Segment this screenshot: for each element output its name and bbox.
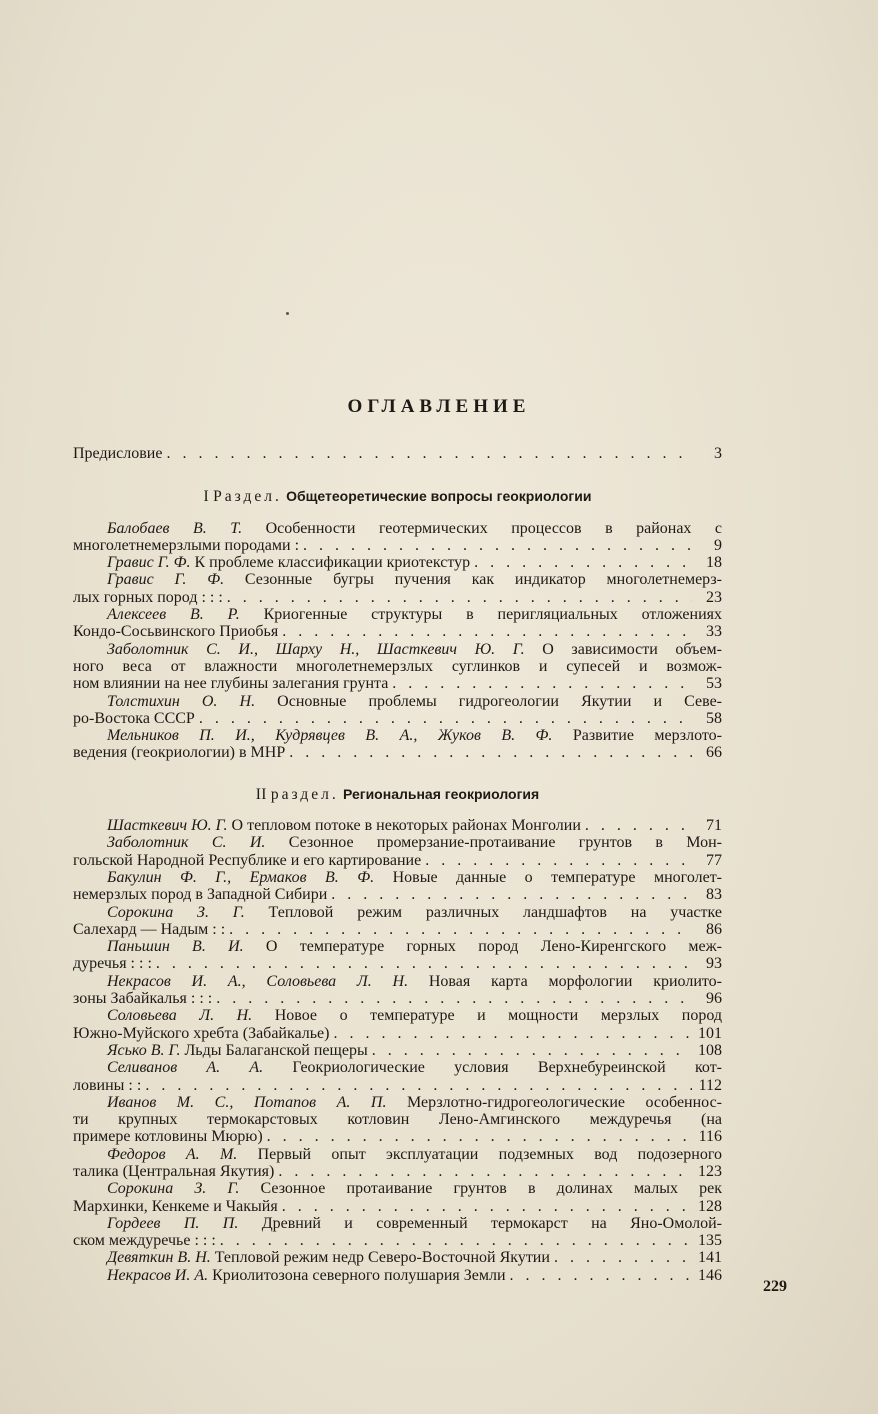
leader-dots	[229, 921, 692, 938]
entry-line	[73, 852, 722, 869]
entry-line	[73, 710, 722, 727]
entry-page: 18	[706, 554, 722, 572]
section-name: Общетеоретические вопросы геокриологии	[286, 488, 592, 505]
entry-text	[107, 1267, 506, 1284]
entry-title-line: лых горных пород : : :	[73, 588, 223, 606]
entry-line	[73, 904, 722, 921]
entry-line	[73, 869, 722, 886]
entry-line	[73, 537, 722, 554]
entry-title-line: Новая карта морфологии криолито-	[428, 972, 722, 990]
entry-authors: Балобаев В. Т.	[107, 519, 243, 537]
entry-page: 123	[698, 1162, 722, 1180]
entry-line	[73, 1077, 722, 1094]
toc-entry[interactable]	[73, 904, 722, 939]
entry-authors: Сорокина З. Г.	[107, 1180, 240, 1198]
entry-page: 146	[698, 1266, 722, 1284]
entry-line	[73, 1198, 722, 1215]
preface-page: 3	[714, 445, 722, 462]
entry-title-line: О зависимости объем-	[542, 640, 722, 658]
entry-text	[73, 710, 195, 727]
page-number: 229	[763, 1278, 787, 1295]
entry-text	[107, 904, 722, 921]
entry-line	[73, 1249, 722, 1266]
entry-line	[73, 658, 722, 675]
entry-line	[73, 1215, 722, 1232]
entry-text	[73, 658, 722, 675]
entry-line	[73, 1059, 722, 1076]
entry-title-line: зоны Забайкалья : : :	[73, 990, 213, 1008]
toc-entry[interactable]	[73, 1215, 722, 1250]
section-numeral: I	[203, 488, 209, 506]
entry-line	[73, 571, 722, 588]
entry-page: 101	[698, 1024, 722, 1042]
entry-authors: Ясько В. Г.	[107, 1041, 181, 1059]
toc-entry[interactable]	[73, 1042, 722, 1059]
entry-authors: Заболотник С. И., Шарху Н., Шасткевич Ю. Г.	[107, 640, 525, 658]
entry-title-line: Сезонное протаивание грунтов в долинах малых рек	[260, 1180, 723, 1198]
entry-line	[73, 1042, 722, 1059]
toc-entry[interactable]	[73, 869, 722, 904]
entry-line	[73, 554, 722, 571]
leader-dots	[333, 1025, 692, 1042]
entry-page: 135	[698, 1232, 722, 1250]
entry-title-line: Новые данные о температуре многолет-	[392, 868, 723, 886]
leader-dots	[331, 886, 692, 903]
leader-dots	[227, 589, 692, 606]
entry-authors: Соловьева Л. Н.	[107, 1007, 253, 1025]
leader-dots	[216, 990, 692, 1007]
entry-title-line: Кондо-Сосьвинского Приобья	[73, 623, 279, 641]
entry-title-line: Льды Балаганской пещеры	[184, 1041, 368, 1059]
toc-entry[interactable]	[73, 817, 722, 834]
toc-entry[interactable]	[73, 938, 722, 973]
entry-page: 141	[698, 1249, 722, 1267]
entry-line	[73, 1180, 722, 1197]
entry-line	[73, 1267, 722, 1284]
entry-text	[107, 606, 722, 623]
entry-page: 9	[714, 536, 722, 554]
entry-text	[107, 1215, 722, 1232]
entry-title-line: дуречья : : :	[73, 955, 152, 973]
entry-authors: Заболотник С. И.	[107, 834, 266, 852]
leader-dots	[474, 554, 692, 571]
entry-title-line: ведения (геокриологии) в МНР	[73, 744, 286, 762]
entry-line	[73, 938, 722, 955]
entry-page: 112	[698, 1076, 722, 1094]
entry-text	[73, 1025, 329, 1042]
entry-authors: Селиванов А. А.	[107, 1059, 264, 1077]
preface-label: Предисловие	[73, 445, 163, 462]
entry-text	[107, 869, 722, 886]
entry-text	[73, 1198, 278, 1215]
entry-title-line: Тепловой режим недр Северо-Восточной Якутии	[214, 1249, 550, 1267]
toc-entry[interactable]	[73, 606, 722, 641]
leader-dots	[392, 675, 692, 692]
leader-dots	[303, 537, 692, 554]
entry-title-line: О температуре горных пород Лено-Киренгского меж-	[265, 938, 722, 956]
entry-page: 86	[706, 920, 722, 938]
entry-authors: Некрасов И. А., Соловьева Л. Н.	[107, 972, 409, 990]
entry-text	[73, 1077, 141, 1094]
entry-text	[107, 1180, 722, 1197]
entry-title-line: ловины : :	[73, 1076, 142, 1094]
entry-title-line: Мархинки, Кенкеме и Чакыйя	[73, 1197, 278, 1215]
entry-text	[107, 693, 722, 710]
entry-text	[73, 589, 223, 606]
toc-entry[interactable]	[73, 1059, 722, 1094]
toc-entry[interactable]	[73, 641, 722, 693]
entry-text	[107, 641, 722, 658]
entry-title-line: ном влиянии на нее глубины залегания грунта	[73, 675, 389, 693]
entry-line	[73, 693, 722, 710]
entry-text	[107, 938, 722, 955]
entry-authors: Гравис Г. Ф.	[107, 571, 225, 589]
table-of-contents	[73, 445, 722, 1284]
entry-page: 66	[706, 744, 722, 762]
section-word: раздел.	[270, 785, 339, 803]
entry-title-line: Мерзлотно-гидрогеологические особеннос-	[407, 1093, 722, 1111]
entry-text	[73, 744, 285, 761]
entry-title-line: талика (Центральная Якутия)	[73, 1162, 275, 1180]
entry-page: 23	[706, 588, 722, 606]
entry-text	[107, 727, 722, 744]
entry-authors: Шасткевич Ю. Г.	[107, 817, 228, 835]
entry-line	[73, 623, 722, 640]
entry-line	[73, 973, 722, 990]
toc-entry[interactable]	[73, 1007, 722, 1042]
entry-text	[107, 571, 722, 588]
entry-line	[73, 727, 722, 744]
entry-title-line: Салехард — Надым : :	[73, 920, 226, 938]
preface-entry[interactable]	[73, 445, 722, 462]
section-word: Раздел.	[213, 488, 282, 506]
entry-title-line: К проблеме классификации криотекстур	[194, 554, 471, 572]
entry-text	[107, 1007, 722, 1024]
entry-line	[73, 955, 722, 972]
entry-text	[107, 1146, 722, 1163]
entry-title-line: Тепловой режим различных ландшафтов на участке	[268, 903, 723, 921]
leader-dots	[282, 1198, 692, 1215]
entry-line	[73, 1146, 722, 1163]
entry-line	[73, 990, 722, 1007]
leader-dots	[166, 445, 692, 462]
entry-page: 83	[706, 886, 722, 904]
toc-entry[interactable]	[73, 1249, 722, 1266]
toc-entry[interactable]	[73, 1267, 722, 1284]
toc-entry[interactable]	[73, 727, 722, 762]
leader-dots	[510, 1267, 692, 1284]
toc-entry[interactable]	[73, 571, 722, 606]
entry-line	[73, 606, 722, 623]
entry-page: 96	[706, 990, 722, 1008]
entry-title-line: Основные проблемы гидрогеологии Якутии и Севе-	[277, 692, 723, 710]
leader-dots	[282, 623, 692, 640]
entry-text	[107, 1249, 550, 1266]
section-heading	[73, 786, 722, 803]
entry-page: 116	[698, 1128, 722, 1146]
entry-authors: Сорокина З. Г.	[107, 903, 245, 921]
entry-page: 93	[706, 955, 722, 973]
entry-title-line: Сезонные бугры пучения как индикатор многолетнемерз-	[244, 571, 723, 589]
entry-line	[73, 1232, 722, 1249]
entry-page: 108	[698, 1041, 722, 1059]
entry-text	[107, 834, 722, 851]
entry-line	[73, 520, 722, 537]
entry-text	[107, 554, 470, 571]
entry-line	[73, 675, 722, 692]
toc-entry[interactable]	[73, 973, 722, 1008]
entry-title-line: ро-Востока СССР	[73, 709, 195, 727]
entry-authors: Гордеев П. П.	[107, 1214, 239, 1232]
entry-title-line: примере котловины Мюрю)	[73, 1128, 263, 1146]
entry-text	[73, 886, 327, 903]
entry-authors: Некрасов И. А.	[107, 1266, 209, 1284]
entry-page: 128	[698, 1197, 722, 1215]
entry-text	[107, 973, 722, 990]
entry-title-line: Сезонное промерзание-протаивание грунтов в Мон-	[288, 834, 722, 852]
entry-text	[73, 1128, 263, 1145]
leader-dots	[220, 1232, 692, 1249]
entry-authors: Девяткин В. Н.	[107, 1249, 211, 1267]
entry-text	[73, 852, 421, 869]
entry-title-line: немерзлых пород в Западной Сибири	[73, 886, 328, 904]
toc-entry[interactable]	[73, 554, 722, 571]
entry-authors: Федоров А. М.	[107, 1145, 238, 1163]
entry-title-line: гольской Народной Республике и его картирование	[73, 851, 422, 869]
leader-dots	[267, 1128, 692, 1145]
leader-dots	[278, 1163, 692, 1180]
entry-text	[73, 537, 299, 554]
toc-entry[interactable]	[73, 1094, 722, 1146]
entry-title-line: Геокриологические условия Верхнебуреинской кот-	[292, 1059, 723, 1077]
entry-title-line: ском междуречье : : :	[73, 1232, 216, 1250]
leader-dots	[145, 1077, 692, 1094]
entry-page: 77	[706, 851, 722, 869]
entry-text	[73, 1111, 722, 1128]
section-heading	[73, 488, 722, 505]
leader-dots	[585, 817, 692, 834]
leader-dots	[289, 744, 692, 761]
entry-line	[73, 921, 722, 938]
entry-line	[73, 886, 722, 903]
entry-line	[73, 817, 722, 834]
entry-page: 53	[706, 675, 722, 693]
toc-entry[interactable]	[73, 1180, 722, 1215]
entry-title-line: Южно-Муйского хребта (Забайкалье)	[73, 1024, 330, 1042]
toc-entry[interactable]	[73, 834, 722, 869]
entry-title-line: Криогенные структуры в перигляциальных отложениях	[263, 606, 723, 624]
leader-dots	[425, 852, 692, 869]
entry-authors: Иванов М. С., Потапов А. П.	[107, 1093, 387, 1111]
entry-line	[73, 834, 722, 851]
entry-title-line: Развитие мерзлото-	[572, 727, 723, 745]
entry-title-line: Особенности геотермических процессов в районах с	[265, 519, 723, 537]
entry-text	[107, 1094, 722, 1111]
ink-speck	[286, 312, 289, 315]
entry-page: 58	[706, 709, 722, 727]
entry-line	[73, 1128, 722, 1145]
toc-entry[interactable]	[73, 1146, 722, 1181]
entry-title-line: ного веса от влажности многолетнемерзлых суглинков и супесей и возмож-	[73, 657, 722, 675]
entry-line	[73, 1025, 722, 1042]
entry-title-line: Первый опыт эксплуатации подземных вод подозерного	[257, 1145, 723, 1163]
entry-title-line: Криолитозона северного полушария Земли	[212, 1266, 506, 1284]
leader-dots	[156, 955, 692, 972]
entry-line	[73, 589, 722, 606]
entry-text	[73, 990, 212, 1007]
entry-title-line: ти крупных термокарстовых котловин Лено-Амгинского междуречья (на	[73, 1111, 722, 1129]
entry-line	[73, 1094, 722, 1111]
section-numeral: II	[255, 785, 267, 803]
entry-text	[107, 520, 722, 537]
entry-text	[107, 1042, 368, 1059]
entry-authors: Гравис Г. Ф.	[107, 554, 191, 572]
entry-authors: Бакулин Ф. Г., Ермаков В. Ф.	[107, 868, 375, 886]
entry-page: 71	[706, 817, 722, 835]
entry-title-line: О тепловом потоке в некоторых районах Монголии	[231, 817, 581, 835]
entry-page: 33	[706, 623, 722, 641]
entry-title-line: Новое о температуре и мощности мерзлых пород	[274, 1007, 723, 1025]
leader-dots	[554, 1249, 692, 1266]
entry-title-line: Древний и современный термокарст на Яно-Омолой-	[261, 1214, 722, 1232]
entry-text	[73, 1232, 216, 1249]
entry-title-line: многолетнемерзлыми породами :	[73, 536, 300, 554]
toc-entry[interactable]	[73, 693, 722, 728]
page-title: ОГЛАВЛЕНИЕ	[347, 396, 531, 417]
entry-authors: Алексеев В. Р.	[107, 606, 240, 624]
entry-text	[107, 1059, 722, 1076]
entry-text	[73, 1163, 274, 1180]
toc-entry[interactable]	[73, 520, 722, 555]
entry-text	[73, 955, 152, 972]
entry-line	[73, 744, 722, 761]
entry-line	[73, 1007, 722, 1024]
entry-text	[107, 817, 581, 834]
entry-line	[73, 1163, 722, 1180]
entry-authors: Паньшин В. И.	[107, 938, 244, 956]
entry-text	[73, 921, 225, 938]
entry-text	[73, 623, 278, 640]
entry-line	[73, 641, 722, 658]
leader-dots	[372, 1042, 692, 1059]
entry-text	[73, 675, 388, 692]
leader-dots	[199, 710, 692, 727]
entry-authors: Мельников П. И., Кудрявцев В. А., Жуков В. Ф.	[107, 727, 553, 745]
section-name: Региональная геокриология	[342, 785, 540, 802]
entry-line	[73, 1111, 722, 1128]
entry-authors: Толстихин О. Н.	[107, 692, 256, 710]
